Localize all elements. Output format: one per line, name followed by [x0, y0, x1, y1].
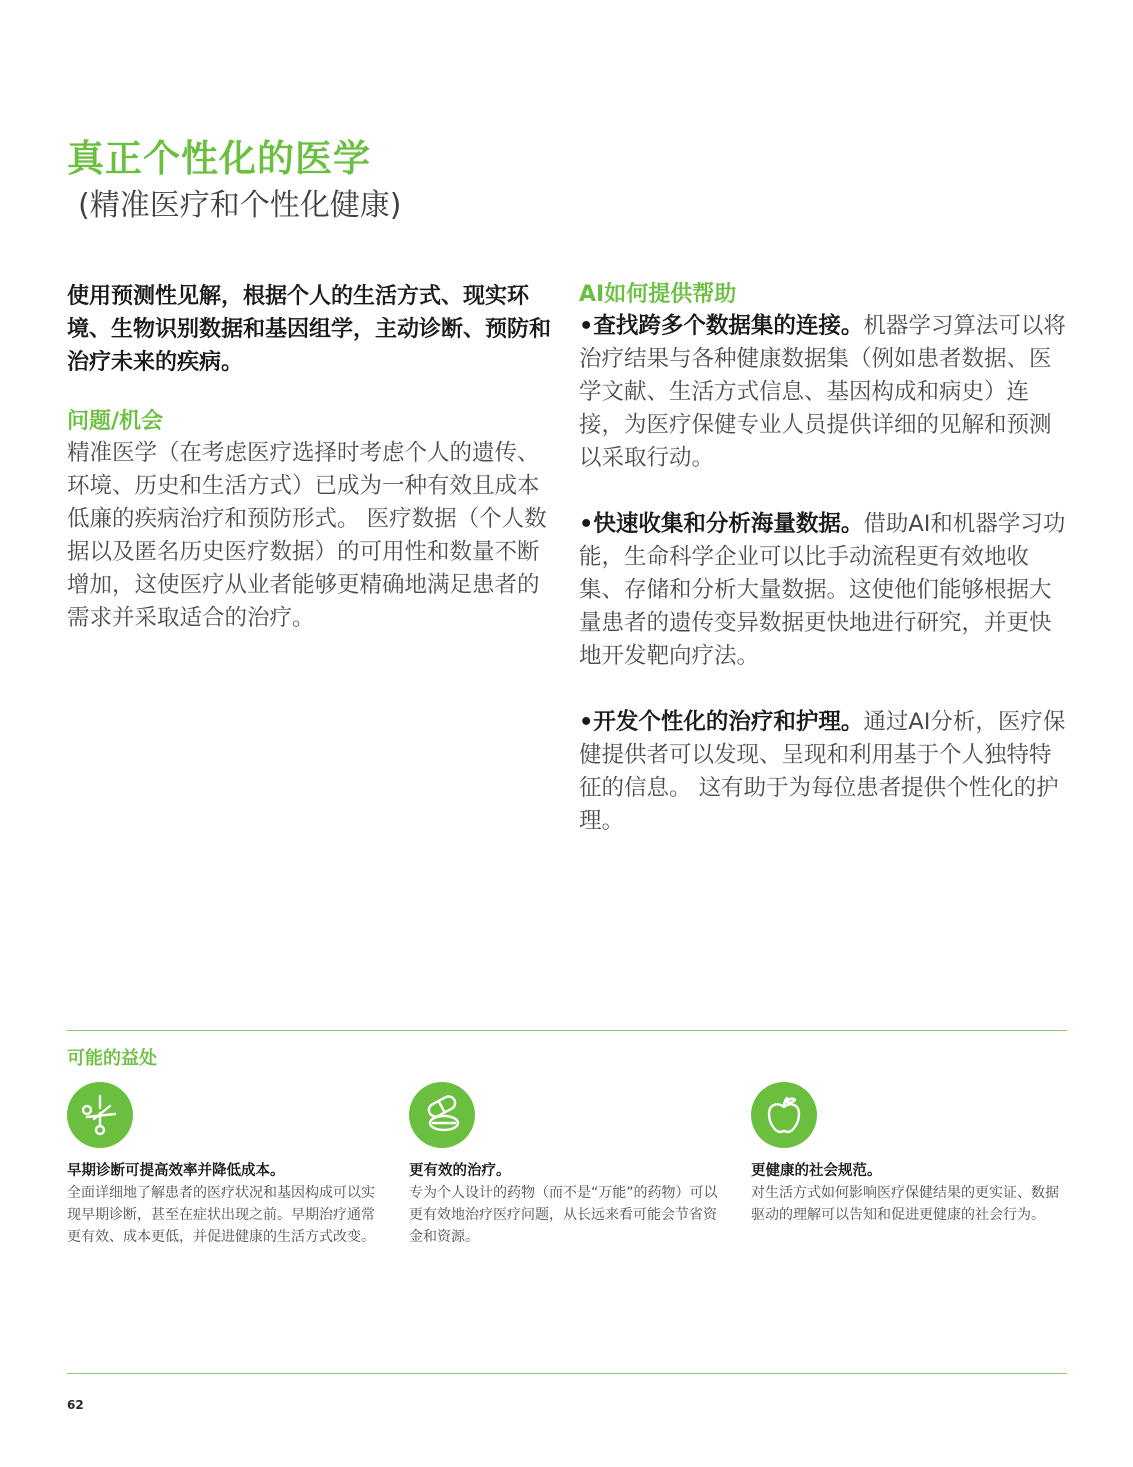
bullet-item: [579, 310, 1069, 475]
benefit-text: 专为个人设计的药物（而不是“万能”的药物）可以更有效地治疗医疗问题，从长远来看可能会节省资金和资源。: [409, 1185, 718, 1245]
benefit-text: 全面详细地了解患者的医疗状况和基因构成可以实现早期诊断，甚至在症状出现之前。早期治疗通常更有效、成本更低，并促进健康的生活方式改变。: [67, 1185, 375, 1245]
right-column: [579, 280, 1069, 871]
bullet-bold: •快速收集和分析海量数据。: [579, 511, 864, 537]
problem-heading: 问题/机会: [67, 409, 164, 434]
problem-text: 精准医学（在考虑医疗选择时考虑个人的遗传、环境、历史和生活方式）已成为一种有效且成本低廉的疾病治疗和预防形式。 医疗数据（个人数据以及匿名历史医疗数据）的可用性和数量不断增加，这使医疗从业者能够更精确地满足患者的需求并采取适合的治疗。: [67, 440, 547, 631]
page-title: 真正个性化的医学: [67, 137, 371, 180]
bullet-item: [579, 508, 1069, 673]
benefit-item: [409, 1082, 729, 1248]
bullet-item: [579, 706, 1069, 838]
bullet-text: 通过AI分析，医疗保健提供者可以发现、呈现和利用基于个人独特特征的信息。 这有助于为每位患者提供个性化的护理。: [579, 709, 1066, 834]
page-number: 62: [67, 1398, 84, 1412]
benefit-title: 早期诊断可提高效率并降低成本。: [67, 1163, 285, 1179]
benefit-item: [67, 1082, 387, 1248]
bullet-text: 机器学习算法可以将治疗结果与各种健康数据集（例如患者数据、医学文献、生活方式信息、基因构成和病史）连接，为医疗保健专业人员提供详细的见解和预测以采取行动。: [579, 313, 1066, 471]
benefit-title: 更健康的社会规范。: [751, 1163, 882, 1179]
benefit-text: 对生活方式如何影响医疗保健结果的更实证、数据驱动的理解可以告知和促进更健康的社会行为。: [751, 1185, 1059, 1223]
scissors-icon: [67, 1082, 133, 1148]
left-column: [67, 280, 555, 635]
top-divider: [67, 1030, 1067, 1031]
page-subtitle: (精准医疗和个性化健康): [78, 188, 402, 223]
benefit-title: 更有效的治疗。: [409, 1163, 511, 1179]
pills-icon: [409, 1082, 475, 1148]
benefit-item: [751, 1082, 1071, 1226]
ai-help-heading: AI如何提供帮助: [579, 282, 737, 307]
bullet-bold: •开发个性化的治疗和护理。: [579, 709, 864, 735]
bullet-text: 借助AI和机器学习功能，生命科学企业可以比手动流程更有效地收集、存储和分析大量数据。这使他们能够根据大量患者的遗传变异数据更快地进行研究，并更快地开发靶向疗法。: [579, 511, 1066, 669]
apple-icon: [751, 1082, 817, 1148]
bottom-divider: [67, 1373, 1067, 1374]
lead-paragraph: 使用预测性见解，根据个人的生活方式、现实环境、生物识别数据和基因组学，主动诊断、预防和治疗未来的疾病。: [67, 284, 552, 375]
benefits-heading: 可能的益处: [67, 1048, 157, 1069]
bullet-bold: •查找跨多个数据集的连接。: [579, 313, 864, 339]
